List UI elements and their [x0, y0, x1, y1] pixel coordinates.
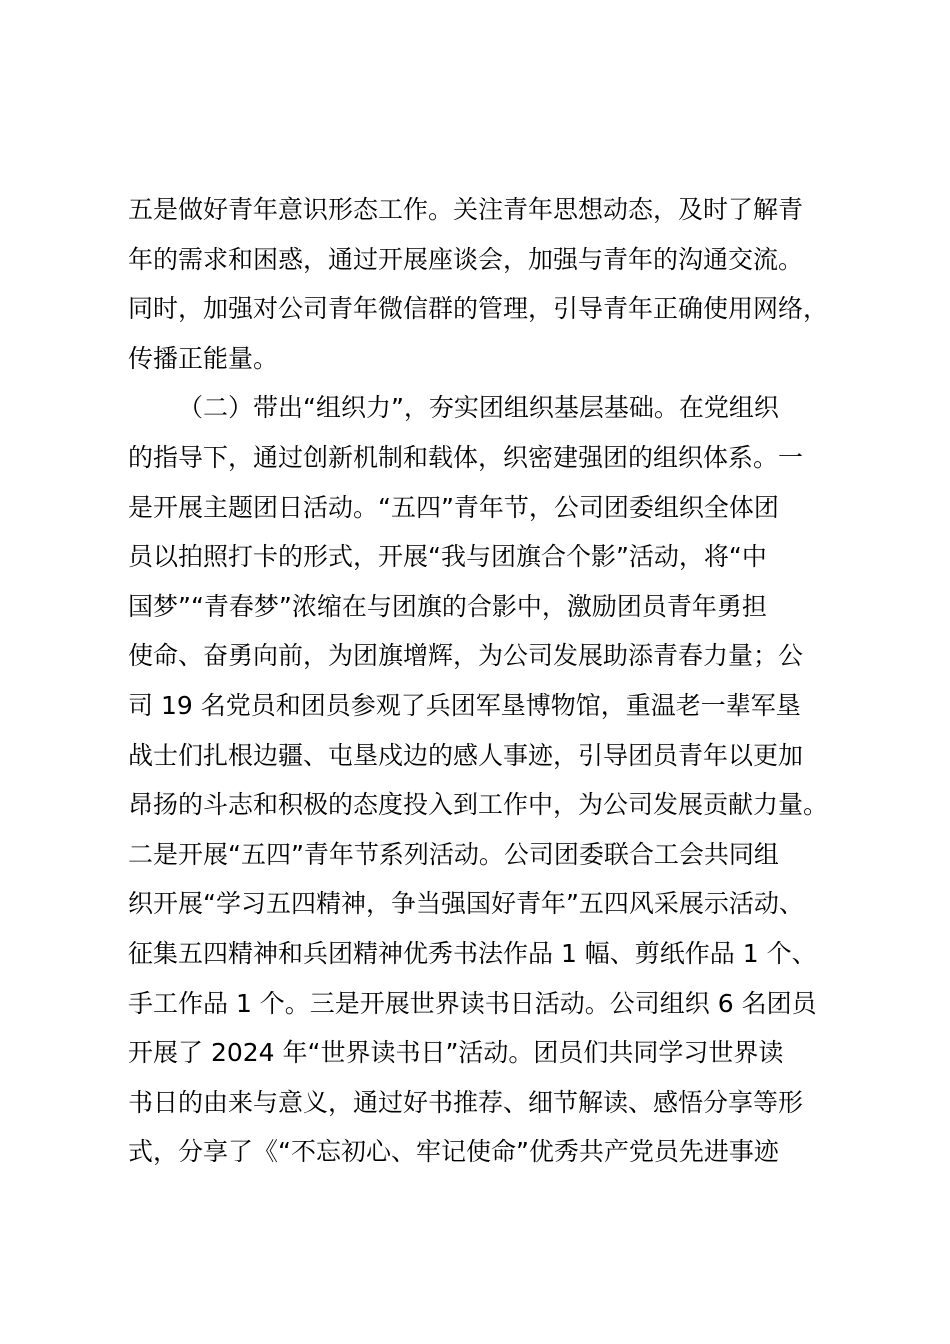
text-line: 国梦”“青春梦”浓缩在与团旗的合影中，激励团员青年勇担 [128, 591, 767, 621]
text-line: 手工作品 1 个。三是开展世界读书日活动。公司组织 6 名团员 [128, 988, 817, 1018]
text-line: 昂扬的斗志和积极的态度投入到工作中，为公司发展贡献力量。 [128, 790, 829, 820]
text-line: 同时，加强对公司青年微信群的管理，引导青年正确使用网络， [128, 294, 829, 324]
text-line: 织开展“学习五四精神，争当强国好青年”五四风采展示活动、 [128, 889, 804, 919]
text-line: 战士们扎根边疆、屯垦戍边的感人事迹，引导团员青年以更加 [128, 740, 804, 770]
text-line: 使命、奋勇向前，为团旗增辉，为公司发展助添青春力量；公 [128, 641, 804, 671]
text-line: 二是开展“五四”青年节系列活动。公司团委联合工会共同组 [128, 839, 779, 869]
text-line: 五是做好青年意识形态工作。关注青年思想动态，及时了解青 [128, 195, 804, 224]
text-line: 是开展主题团日活动。“五四”青年节，公司团委组织全体团 [128, 492, 779, 522]
text-line: 书日的由来与意义，通过好书推荐、细节解读、感悟分享等形 [128, 1087, 804, 1117]
text-line: 开展了 2024 年“世界读书日”活动。团员们共同学习世界读 [128, 1038, 784, 1068]
text-line: 司 19 名党员和团员参观了兵团军垦博物馆，重温老一辈军垦 [128, 690, 801, 720]
text-line: 式，分享了《“不忘初心、牢记使命”优秀共产党员先进事迹 [128, 1137, 779, 1167]
text-line: 的指导下，通过创新机制和载体，织密建强团的组织体系。一 [128, 442, 804, 472]
section-heading-line: （二）带出“组织力”，夯实团组织基层基础。在党组织 [178, 393, 779, 423]
text-line: 年的需求和困惑，通过开展座谈会，加强与青年的沟通交流。 [128, 244, 804, 274]
text-line: 员以拍照打卡的形式，开展“我与团旗合个影”活动，将“中 [128, 542, 767, 572]
text-line: 传播正能量。 [128, 343, 279, 373]
body-text [128, 185, 868, 1177]
text-line: 征集五四精神和兵团精神优秀书法作品 1 幅、剪纸作品 1 个、 [128, 938, 817, 968]
